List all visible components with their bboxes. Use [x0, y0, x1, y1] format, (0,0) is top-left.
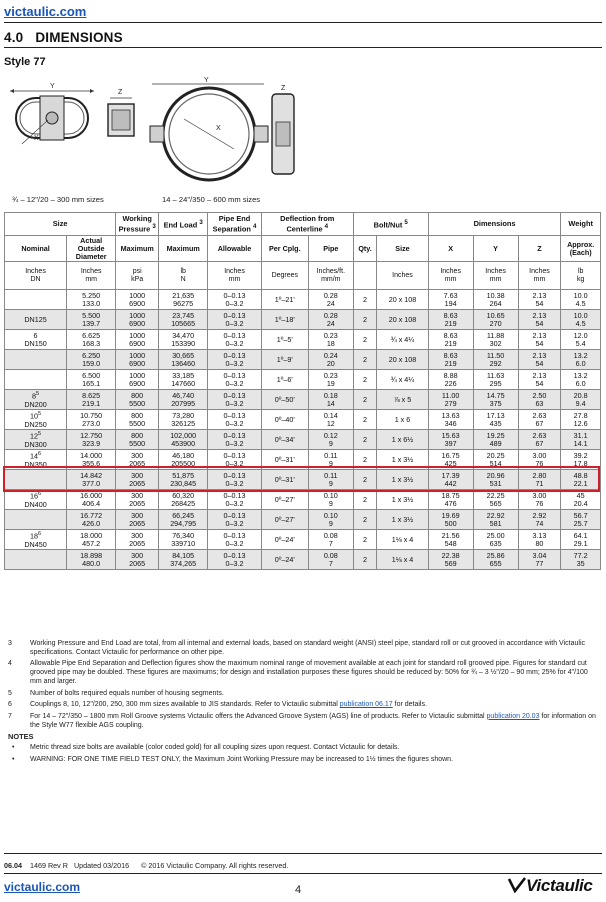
cell-endload: 60,320 268425: [159, 490, 208, 510]
dim-x-label: X: [34, 135, 39, 142]
unit-cell: Degrees: [261, 262, 308, 290]
cell-pipe: 0.23 18: [308, 330, 353, 350]
cell-endload: 66,245 294,795: [159, 510, 208, 530]
sub-pipe: Pipe: [308, 236, 353, 262]
cell-weight: 48.8 22.1: [561, 470, 601, 490]
cell-x: 11.00 279: [428, 390, 473, 410]
cell-z: 2.63 67: [518, 430, 561, 450]
cell-od: 5.500 139.7: [67, 310, 116, 330]
note-item: • Metric thread size bolts are available (color coded gold) for all coupling sizes upon request. Contact Victaulic for details.: [12, 744, 400, 752]
cell-qty: 2: [353, 290, 377, 310]
table-row: [5, 370, 601, 390]
cell-weight: 10.0 4.5: [561, 310, 601, 330]
cell-bolt-size: ¾ x 4¼: [377, 330, 428, 350]
dimensions-table: [4, 212, 601, 570]
cell-pipe: 0.10 9: [308, 490, 353, 510]
cell-weight: 27.8 12.6: [561, 410, 601, 430]
cell-deflection: 0º–40': [261, 410, 308, 430]
cell-nominal: [5, 550, 67, 570]
cell-nominal: [5, 470, 67, 490]
unit-cell: Inches/ft. mm/m: [308, 262, 353, 290]
cell-od: 12.750 323.9: [67, 430, 116, 450]
unit-cell: psi kPa: [116, 262, 159, 290]
cell-y: 10.65 270: [473, 310, 518, 330]
unit-cell: lb N: [159, 262, 208, 290]
section-rule: [4, 47, 602, 48]
footnotes: [8, 640, 596, 767]
section-number: 4.0: [4, 30, 24, 45]
cell-bolt-size: 1 x 3½: [377, 510, 428, 530]
cell-endload: 21,635 96275: [159, 290, 208, 310]
cell-separation: 0–0.13 0–3.2: [208, 410, 261, 430]
cell-weight: 13.2 6.0: [561, 350, 601, 370]
cell-qty: 2: [353, 490, 377, 510]
cell-bolt-size: 20 x 108: [377, 350, 428, 370]
cell-pressure: 300 2065: [116, 470, 159, 490]
cell-od: 18.000 457.2: [67, 530, 116, 550]
unit-cell: [353, 262, 377, 290]
cell-z: 2.92 74: [518, 510, 561, 530]
cell-qty: 2: [353, 330, 377, 350]
cell-deflection: 1º–9': [261, 350, 308, 370]
cell-nominal: $14^6$ DN350: [5, 450, 67, 470]
cell-nominal: $8^5$ DN200: [5, 390, 67, 410]
cell-pipe: 0.11 9: [308, 470, 353, 490]
cell-nominal: 6 DN150: [5, 330, 67, 350]
cell-z: 2.50 63: [518, 390, 561, 410]
cell-nominal: [5, 370, 67, 390]
cell-pipe: 0.24 20: [308, 350, 353, 370]
table-row: [5, 410, 601, 430]
cell-od: 10.750 273.0: [67, 410, 116, 430]
unit-cell: Inches: [377, 262, 428, 290]
cell-deflection: 1º–5': [261, 330, 308, 350]
cell-nominal: [5, 350, 67, 370]
cell-separation: 0–0.13 0–3.2: [208, 310, 261, 330]
cell-pipe: 0.10 9: [308, 510, 353, 530]
cell-separation: 0–0.13 0–3.2: [208, 510, 261, 530]
cell-deflection: 1º–6': [261, 370, 308, 390]
cell-z: 2.13 54: [518, 330, 561, 350]
cell-separation: 0–0.13 0–3.2: [208, 450, 261, 470]
footer-copyright: © 2016 Victaulic Company. All rights reserved.: [141, 861, 289, 870]
unit-cell: Inches DN: [5, 262, 67, 290]
sub-z: Z: [518, 236, 561, 262]
table-row: [5, 310, 601, 330]
table-row: [5, 470, 601, 490]
group-pressure: Working Pressure $^3$: [116, 213, 159, 236]
table-row: [5, 550, 601, 570]
cell-pressure: 300 2065: [116, 450, 159, 470]
cell-x: 7.63 194: [428, 290, 473, 310]
cell-bolt-size: ⅞ x 5: [377, 390, 428, 410]
cell-bolt-size: 1⅛ x 4: [377, 530, 428, 550]
cell-z: 2.13 54: [518, 290, 561, 310]
table-row: [5, 390, 601, 410]
cell-deflection: 0º–31': [261, 470, 308, 490]
cell-pressure: 300 2065: [116, 490, 159, 510]
cell-z: 3.00 76: [518, 450, 561, 470]
cell-nominal: $12^5$ DN300: [5, 430, 67, 450]
sub-actual-od: Actual Outside Diameter: [67, 236, 116, 262]
cell-nominal: DN125: [5, 310, 67, 330]
cell-separation: 0–0.13 0–3.2: [208, 550, 261, 570]
cell-deflection: 0º–31': [261, 450, 308, 470]
cell-nominal: $18^6$ DN450: [5, 530, 67, 550]
sub-max-pressure: Maximum: [116, 236, 159, 262]
cell-y: 25.00 635: [473, 530, 518, 550]
cell-pipe: 0.11 9: [308, 450, 353, 470]
cell-pipe: 0.14 12: [308, 410, 353, 430]
group-separation: Pipe End Separation $^4$: [208, 213, 261, 236]
cell-pipe: 0.28 24: [308, 310, 353, 330]
cell-y: 22.92 581: [473, 510, 518, 530]
dim-y-label: Y: [50, 83, 55, 90]
footer-rule-2: [4, 873, 602, 874]
cell-od: 14.842 377.0: [67, 470, 116, 490]
cell-z: 2.13 54: [518, 370, 561, 390]
cell-od: 8.625 219.1: [67, 390, 116, 410]
cell-endload: 23,745 105665: [159, 310, 208, 330]
cell-qty: 2: [353, 510, 377, 530]
cell-y: 10.38 264: [473, 290, 518, 310]
cell-z: 2.13 54: [518, 310, 561, 330]
cell-pressure: 1000 6900: [116, 310, 159, 330]
table-row: [5, 510, 601, 530]
cell-x: 16.75 425: [428, 450, 473, 470]
section-heading: [4, 30, 123, 45]
cell-pressure: 300 2065: [116, 510, 159, 530]
footnote: 7 For 14 – 72"/350 – 1800 mm Roll Groove systems Victaulic offers the Advanced Groove System (AGS) line of products. Refer to Victaulic submittal publication 20.03 for information on the Style W77 flexible AGS coupling.: [8, 712, 596, 729]
cell-pressure: 1000 6900: [116, 370, 159, 390]
cell-nominal: [5, 510, 67, 530]
cell-separation: 0–0.13 0–3.2: [208, 430, 261, 450]
right-drawing-caption: 14 – 24"/350 – 600 mm sizes: [162, 195, 261, 204]
cell-deflection: 0º–50': [261, 390, 308, 410]
group-size: Size: [5, 213, 116, 236]
cell-deflection: 0º–27': [261, 490, 308, 510]
cell-weight: 13.2 6.0: [561, 370, 601, 390]
cell-bolt-size: 1 x 3½: [377, 490, 428, 510]
group-weight: Weight: [561, 213, 601, 236]
sub-per-cplg: Per Cplg.: [261, 236, 308, 262]
group-dimensions: Dimensions: [428, 213, 561, 236]
cell-y: 20.96 531: [473, 470, 518, 490]
cell-endload: 102,000 453900: [159, 430, 208, 450]
cell-endload: 51,875 230,845: [159, 470, 208, 490]
cell-pipe: 0.28 24: [308, 290, 353, 310]
cell-qty: 2: [353, 350, 377, 370]
footnote: 4 Allowable Pipe End Separation and Deflection figures show the maximum nominal range of movement available at each joint for standard roll grooved pipe. Figures for standard cut grooved pipe may be doubled. These figures are maximums; for design and installation purposes these figures should be reduced by: 50% for ¾ – 3 ½"/20 – 90 mm; 25% for 4"/100 mm and larger.: [8, 660, 588, 685]
table-row: [5, 330, 601, 350]
cell-pipe: 0.23 19: [308, 370, 353, 390]
cell-pipe: 0.08 7: [308, 550, 353, 570]
cell-separation: 0–0.13 0–3.2: [208, 370, 261, 390]
cell-x: 17.39 442: [428, 470, 473, 490]
cell-weight: 20.8 9.4: [561, 390, 601, 410]
cell-y: 11.63 295: [473, 370, 518, 390]
unit-cell: Inches mm: [67, 262, 116, 290]
unit-cell: Inches mm: [518, 262, 561, 290]
cell-deflection: 1º–21': [261, 290, 308, 310]
header-rule: [4, 22, 602, 23]
cell-od: 14.000 355.6: [67, 450, 116, 470]
cell-endload: 76,340 339710: [159, 530, 208, 550]
cell-y: 20.25 514: [473, 450, 518, 470]
svg-text:X: X: [216, 125, 221, 132]
cell-deflection: 0º–24': [261, 550, 308, 570]
cell-qty: 2: [353, 430, 377, 450]
sub-size: Size: [377, 236, 428, 262]
cell-x: 22.38 569: [428, 550, 473, 570]
publication-link[interactable]: publication 06.17: [339, 701, 393, 709]
cell-x: 18.75 476: [428, 490, 473, 510]
cell-deflection: 1º–18': [261, 310, 308, 330]
cell-z: 3.00 76: [518, 490, 561, 510]
unit-cell: Inches mm: [428, 262, 473, 290]
section-title: DIMENSIONS: [35, 30, 123, 45]
footnote: 3 Working Pressure and End Load are total, from all internal and external loads, based on standard weight (ANSI) steel pipe, standard roll or cut grooved in accordance with Victaulic specifications. Contact Victaulic for performance on other pipe.: [8, 640, 585, 656]
unit-cell: Inches mm: [473, 262, 518, 290]
cell-qty: 2: [353, 450, 377, 470]
cell-od: 6.500 165.1: [67, 370, 116, 390]
footer-info: [4, 861, 288, 870]
logo-v-mark-icon: [508, 877, 526, 893]
table-row: [5, 350, 601, 370]
notes-title: NOTES: [8, 732, 34, 742]
sub-qty: Qty.: [353, 236, 377, 262]
cell-od: 6.250 159.0: [67, 350, 116, 370]
sub-y: Y: [473, 236, 518, 262]
cell-z: 2.63 67: [518, 410, 561, 430]
cell-z: 3.04 77: [518, 550, 561, 570]
cell-z: 2.13 54: [518, 350, 561, 370]
cell-qty: 2: [353, 530, 377, 550]
group-deflection: Deflection from Centerline $^4$: [261, 213, 353, 236]
cell-bolt-size: 20 x 108: [377, 310, 428, 330]
cell-pipe: 0.18 14: [308, 390, 353, 410]
cell-separation: 0–0.13 0–3.2: [208, 470, 261, 490]
cell-od: 16.000 406.4: [67, 490, 116, 510]
footer-rev: 1469 Rev R: [30, 861, 68, 870]
cell-pressure: 1000 6900: [116, 330, 159, 350]
table-row: [5, 450, 601, 470]
cell-pressure: 300 2065: [116, 530, 159, 550]
cell-od: 6.625 168.3: [67, 330, 116, 350]
cell-qty: 2: [353, 370, 377, 390]
footer-pub: 06.04: [4, 861, 22, 870]
cell-y: 11.88 302: [473, 330, 518, 350]
cell-bolt-size: 20 x 108: [377, 290, 428, 310]
svg-text:Z: Z: [281, 85, 286, 92]
cell-separation: 0–0.13 0–3.2: [208, 530, 261, 550]
cell-endload: 46,740 207995: [159, 390, 208, 410]
cell-qty: 2: [353, 470, 377, 490]
table-row: [5, 530, 601, 550]
cell-separation: 0–0.13 0–3.2: [208, 350, 261, 370]
group-endload: End Load $^3$: [159, 213, 208, 236]
victaulic-logo: Victaulic: [508, 876, 593, 896]
cell-weight: 10.0 4.5: [561, 290, 601, 310]
publication-link[interactable]: publication 20.03: [486, 712, 540, 720]
group-bolt: Bolt/Nut $^5$: [353, 213, 428, 236]
cell-separation: 0–0.13 0–3.2: [208, 330, 261, 350]
cell-od: 5.250 133.0: [67, 290, 116, 310]
cell-endload: 46,180 205500: [159, 450, 208, 470]
cell-weight: 64.1 29.1: [561, 530, 601, 550]
footnote: 5 Number of bolts required equals number of housing segments.: [8, 689, 224, 697]
cell-x: 13.63 346: [428, 410, 473, 430]
cell-weight: 39.2 17.8: [561, 450, 601, 470]
cell-weight: 31.1 14.1: [561, 430, 601, 450]
cell-pressure: 1000 6900: [116, 290, 159, 310]
cell-y: 17.13 435: [473, 410, 518, 430]
cell-separation: 0–0.13 0–3.2: [208, 490, 261, 510]
cell-endload: 30,665 136460: [159, 350, 208, 370]
cell-qty: 2: [353, 550, 377, 570]
sub-x: X: [428, 236, 473, 262]
cell-y: 11.50 292: [473, 350, 518, 370]
svg-text:Y: Y: [204, 77, 209, 84]
cell-x: 21.56 548: [428, 530, 473, 550]
cell-pressure: 300 2065: [116, 550, 159, 570]
cell-pipe: 0.12 9: [308, 430, 353, 450]
footer-updated: Updated 03/2016: [73, 861, 130, 870]
cell-x: 8.63 219: [428, 310, 473, 330]
cell-bolt-size: 1 x 3½: [377, 450, 428, 470]
cell-x: 15.63 397: [428, 430, 473, 450]
footnote: 6 Couplings 8, 10, 12"/200, 250, 300 mm sizes available to JIS standards. Refer to Victaulic submittal publication 06.17 for details.: [8, 701, 427, 709]
cell-endload: 34,470 153390: [159, 330, 208, 350]
cell-od: 18.898 480.0: [67, 550, 116, 570]
cell-pipe: 0.08 7: [308, 530, 353, 550]
sub-allowable: Allowable: [208, 236, 261, 262]
cell-endload: 84,105 374,265: [159, 550, 208, 570]
cell-qty: 2: [353, 310, 377, 330]
cell-deflection: 0º–34': [261, 430, 308, 450]
cell-pressure: 1000 6900: [116, 350, 159, 370]
cell-bolt-size: 1 x 6: [377, 410, 428, 430]
cell-weight: 77.2 35: [561, 550, 601, 570]
cell-od: 16.772 426.0: [67, 510, 116, 530]
coupling-drawing-small: [4, 74, 304, 192]
table-row: [5, 290, 601, 310]
unit-cell: Inches mm: [208, 262, 261, 290]
page-number: 4: [295, 884, 302, 896]
cell-bolt-size: 1 x 3½: [377, 470, 428, 490]
cell-nominal: [5, 290, 67, 310]
left-drawing-caption: ¾ – 12"/20 – 300 mm sizes: [12, 195, 104, 204]
cell-endload: 33,185 147660: [159, 370, 208, 390]
cell-bolt-size: ¾ x 4¼: [377, 370, 428, 390]
cell-x: 8.88 226: [428, 370, 473, 390]
cell-y: 19.25 489: [473, 430, 518, 450]
sub-approx: Approx. (Each): [561, 236, 601, 262]
cell-endload: 73,280 326125: [159, 410, 208, 430]
sub-max-load: Maximum: [159, 236, 208, 262]
cell-x: 19.69 500: [428, 510, 473, 530]
cell-separation: 0–0.13 0–3.2: [208, 290, 261, 310]
table-row: [5, 430, 601, 450]
cell-nominal: $16^6$ DN400: [5, 490, 67, 510]
cell-y: 14.75 375: [473, 390, 518, 410]
cell-z: 3.13 80: [518, 530, 561, 550]
cell-x: 8.63 219: [428, 350, 473, 370]
site-link-top[interactable]: victaulic.com: [4, 4, 87, 19]
style-label: Style 77: [4, 56, 46, 68]
site-link-bottom[interactable]: victaulic.com: [4, 880, 81, 894]
cell-pressure: 800 5500: [116, 430, 159, 450]
cell-weight: 45 20.4: [561, 490, 601, 510]
cell-bolt-size: 1 x 6½: [377, 430, 428, 450]
note-item: • WARNING: FOR ONE TIME FIELD TEST ONLY, the Maximum Joint Working Pressure may be increased to 1½ times the figures shown.: [12, 755, 453, 763]
table-row: [5, 490, 601, 510]
sub-nominal: Nominal: [5, 236, 67, 262]
cell-weight: 12.0 5.4: [561, 330, 601, 350]
dim-z-label: Z: [118, 89, 123, 96]
cell-z: 2.80 71: [518, 470, 561, 490]
cell-nominal: $10^5$ DN250: [5, 410, 67, 430]
cell-pressure: 800 5500: [116, 390, 159, 410]
cell-qty: 2: [353, 410, 377, 430]
cell-x: 8.63 219: [428, 330, 473, 350]
cell-y: 25.86 655: [473, 550, 518, 570]
cell-deflection: 0º–24': [261, 530, 308, 550]
cell-weight: 56.7 25.7: [561, 510, 601, 530]
cell-pressure: 800 5500: [116, 410, 159, 430]
cell-bolt-size: 1⅛ x 4: [377, 550, 428, 570]
cell-qty: 2: [353, 390, 377, 410]
cell-separation: 0–0.13 0–3.2: [208, 390, 261, 410]
footer-rule: [4, 853, 602, 854]
cell-deflection: 0º–27': [261, 510, 308, 530]
unit-cell: lb kg: [561, 262, 601, 290]
cell-y: 22.25 565: [473, 490, 518, 510]
